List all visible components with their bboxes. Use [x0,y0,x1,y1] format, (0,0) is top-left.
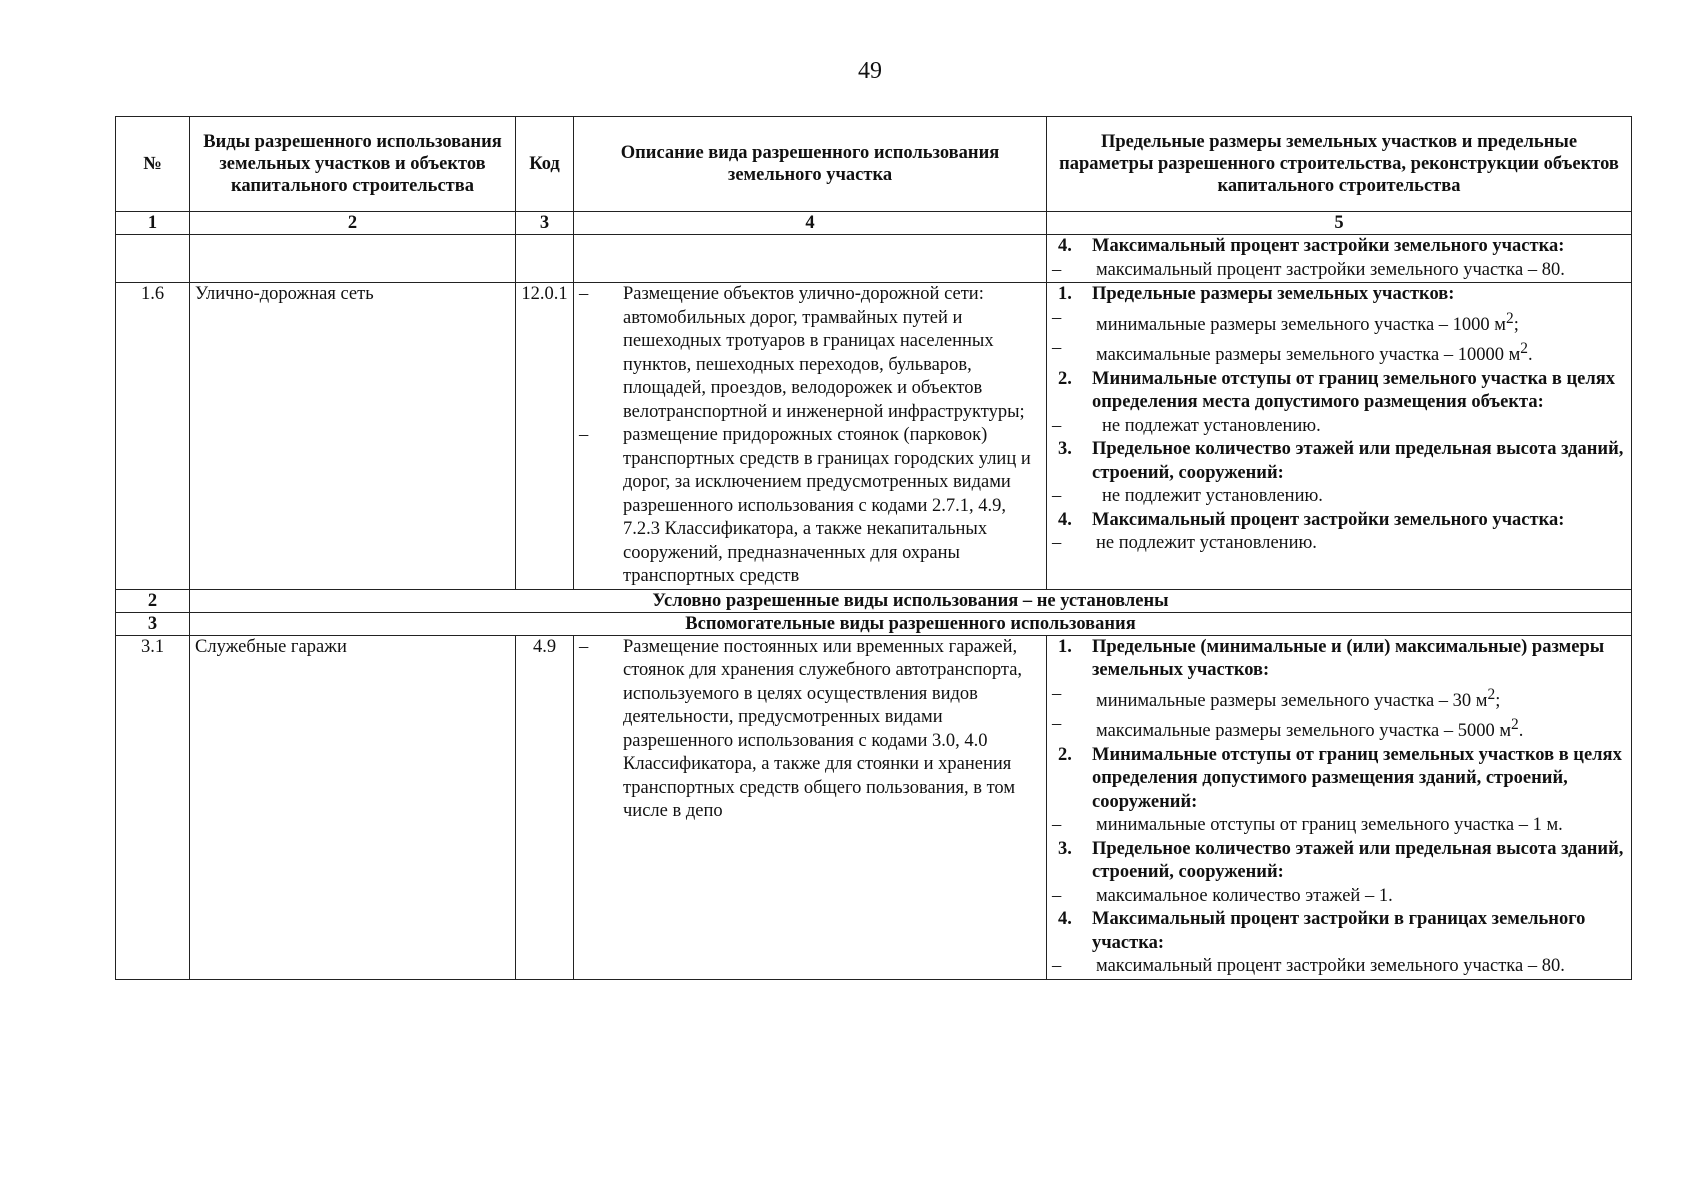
param-item: не подлежат установлению. [1102,415,1321,436]
table-row-3-1 [116,635,1632,979]
table-row-continuation [116,235,1632,283]
page-number: 49 [858,58,882,84]
param-title: Предельное количество этажей или предельная высота зданий, строений, сооружений: [1092,439,1624,483]
row-number: 1.6 [116,283,190,590]
section-row-2 [116,589,1632,612]
column-number: 1 [116,212,190,235]
params-cell: 1. Предельные (минимальные и (или) максимальные) размеры земельных участков: – минимальные размеры земельного участка – 30 $м^2$; – максимальные размеры земельного участка – 5000 $м^2$. 2. Минимальные отступы от границ земельных участков в целях определения допустимого размещения зданий, строений, сооружений: – минимальные отступы от границ земельного участка – 1 м. 3. Предельное количество этажей или предельная высота зданий, строений, сооружений: – максимальное количество этажей – 1. 4. Максимальный процент застройки в границах земельного участка: – максимальный процент застройки земельного участка – 80. [1047,635,1632,979]
param-title: Предельное количество этажей или предельная высота зданий, строений, сооружений: [1092,838,1624,883]
column-number: 4 [574,212,1047,235]
param-title: Максимальный процент застройки земельного участка: [1092,509,1565,530]
section-number: 3 [116,612,190,635]
row-code: 4.9 [516,635,574,979]
param-title: Максимальный процент застройки в границах земельного участка: [1092,909,1586,953]
row-type: Служебные гаражи [190,635,516,979]
param-title: Минимальные отступы от границ земельного участка в целях определения места допустимого размещения объекта: [1092,368,1615,413]
param-item: максимальный процент застройки земельного участка – 80. [1096,956,1565,977]
param-item: максимальные размеры земельного участка – 5000 $м^2$. [1096,716,1524,742]
column-number: 2 [190,212,516,235]
params-cell: 1. Предельные размеры земельных участков: – минимальные размеры земельного участка – 1000 $м^2$; – максимальные размеры земельного участка – 10000 $м^2$. 2. Минимальные отступы от границ земельного участка в целях определения места допустимого размещения объекта: – не подлежат установлению. 3. Предельное количество этажей или предельная высота зданий, строений, сооружений: – не подлежит установлению. 4. Максимальный процент застройки земельного участка: – не подлежит установлению. [1047,283,1632,590]
row-code: 12.0.1 [516,283,574,590]
regulations-table [115,116,1632,980]
column-number: 5 [1047,212,1632,235]
header-num: № [116,117,190,212]
param-item: не подлежит установлению. [1096,533,1317,554]
params-cell: 4. Максимальный процент застройки земельного участка: – максимальный процент застройки земельного участка – 80. [1047,235,1632,283]
header-type: Виды разрешенного использования земельных участков и объектов капитального строительства [190,117,516,212]
param-title: Минимальные отступы от границ земельных участков в целях определения допустимого размещения зданий, строений, сооружений: [1092,744,1622,812]
table-header-row [116,117,1632,212]
description-item: размещение придорожных стоянок (парковок) транспортных средств в границах городских улиц и дорог, за исключением предусмотренных видами разрешенного использования с кодами 2.7.1, 4.9, 7.2.3 Классификатора, а также некапитальных сооружений, предназначенных для охраны транспортных средств [623,425,1031,586]
column-numbers-row [116,212,1632,235]
header-description: Описание вида разрешенного использования земельного участка [574,117,1047,212]
header-code: Код [516,117,574,212]
row-type: Улично-дорожная сеть [190,283,516,590]
column-number: 3 [516,212,574,235]
description-item: Размещение постоянных или временных гаражей, стоянок для хранения служебного автотранспорта, используемого в целях осуществления видов деятельности, предусмотренных видами разрешенного использования с кодами 3.0, 4.0 Классификатора, а также для стоянки и хранения транспортных средств общего пользования, в том числе в депо [623,636,1023,821]
param-item: минимальные отступы от границ земельного участка – 1 м. [1096,815,1563,836]
param-item: максимальный процент застройки земельного участка – 80. [1096,259,1565,280]
section-row-3 [116,612,1632,635]
param-title: Предельные размеры земельных участков: [1092,284,1455,304]
row-number: 3.1 [116,635,190,979]
param-item: максимальные размеры земельного участка – 10000 $м^2$. [1096,340,1533,366]
description-cell: – Размещение объектов улично-дорожной сети: автомобильных дорог, трамвайных путей и пешеходных тротуаров в границах населенных пунктов, пешеходных переходов, бульваров, площадей, проездов, велодорожек и объектов велотранспортной и инженерной инфраструктуры; – размещение придорожных стоянок (парковок) транспортных средств в границах городских улиц и дорог, за исключением предусмотренных видами разрешенного использования с кодами 2.7.1, 4.9, 7.2.3 Классификатора, а также некапитальных сооружений, предназначенных для охраны транспортных средств [574,283,1047,590]
param-item: минимальные размеры земельного участка – 30 $м^2$; [1096,685,1501,711]
header-parameters: Предельные размеры земельных участков и предельные параметры разрешенного строительства, реконструкции объектов капитального строительства [1047,117,1632,212]
section-number: 2 [116,589,190,612]
description-cell: – Размещение постоянных или временных гаражей, стоянок для хранения служебного автотранспорта, используемого в целях осуществления видов деятельности, предусмотренных видами разрешенного использования с кодами 3.0, 4.0 Классификатора, а также для стоянки и хранения транспортных средств общего пользования, в том числе в депо [574,635,1047,979]
param-item: минимальные размеры земельного участка – 1000 $м^2$; [1096,309,1519,335]
section-title: Вспомогательные виды разрешенного использования [190,612,1632,635]
param-item: не подлежит установлению. [1102,486,1323,507]
description-item: Размещение объектов улично-дорожной сети: автомобильных дорог, трамвайных путей и пешеходных тротуаров в границах населенных пунктов, пешеходных переходов, бульваров, площадей, проездов, велодорожек и объектов велотранспортной и инженерной инфраструктуры; [623,284,1025,422]
param-item: максимальное количество этажей – 1. [1096,885,1393,906]
param-title: Максимальный процент застройки земельного участка: [1092,236,1565,256]
section-title: Условно разрешенные виды использования – не установлены [190,589,1632,612]
table-row-1-6 [116,283,1632,590]
param-title: Предельные (минимальные и (или) максимальные) размеры земельных участков: [1092,636,1605,680]
